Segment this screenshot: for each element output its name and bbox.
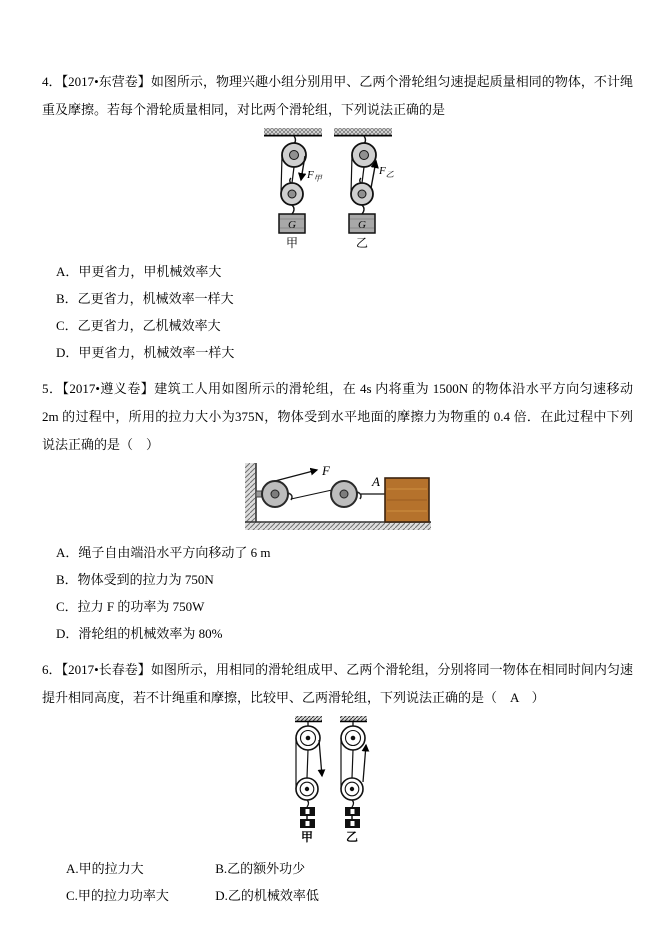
option-b: B．物体受到的拉力为 750N: [56, 572, 214, 587]
ceiling-left: [264, 128, 322, 135]
pulley-figure-q5: [245, 463, 431, 531]
options-row-1: [66, 855, 633, 882]
option-d: D．滑轮组的机械效率为 80%: [56, 626, 223, 641]
option-c: C.甲的拉力功率大: [66, 888, 169, 903]
ground: [245, 522, 431, 530]
caption-jia: 甲: [300, 830, 313, 844]
hook: [307, 800, 309, 807]
caption-yi: 乙: [355, 236, 368, 250]
option-d: D.乙的机械效率低: [215, 888, 319, 903]
question-6-options: [66, 855, 633, 909]
question-4-stem: [42, 68, 633, 124]
question-6-stem: [42, 656, 633, 712]
pulley-system-jia: [264, 128, 323, 250]
force-label-jia: $F_甲$: [306, 169, 322, 183]
weight-label-jia: G: [287, 219, 296, 231]
weight-label-yi: G: [357, 219, 366, 231]
ceiling-right: [340, 716, 367, 721]
pulley-figure-q6: [280, 714, 396, 844]
question-5-text: 建筑工人用如图所示的滑轮组，在 4s 内将重为 1500N 的物体沿水平方向匀速移动 2m 的过程中，所用的拉力大小为375N，物体受到水平地面的摩擦力为物重的 0.4 倍．在此过程中下列说法正确的是（ ）: [42, 381, 633, 452]
option-c: C．乙更省力，乙机械效率大: [56, 318, 221, 333]
hook: [292, 205, 294, 214]
pulley-system-yi: [340, 716, 367, 844]
question-4-prefix: 4．【2017•东营卷】: [42, 74, 151, 89]
point-label: A: [371, 474, 380, 489]
question-5-prefix: 5．【2017•遵义卷】: [42, 381, 155, 396]
question-6-prefix: 6．【2017•长春卷】: [42, 662, 151, 677]
ceiling-left: [295, 716, 322, 721]
hook: [352, 800, 354, 807]
rope: [292, 167, 294, 183]
question-5: [42, 375, 633, 647]
options-row-2: [66, 882, 633, 909]
pulley-system-jia: [295, 716, 322, 844]
caption-yi: 乙: [345, 830, 358, 844]
hook: [362, 205, 364, 214]
question-4-options: [56, 258, 633, 366]
question-4-text: 如图所示，物理兴趣小组分别用甲、乙两个滑轮组匀速提起质量相同的物体，不计绳重及摩擦。若每个滑轮质量相同，对比两个滑轮组，下列说法正确的是: [42, 74, 633, 117]
question-5-stem: [42, 375, 633, 459]
question-5-figure: [42, 463, 633, 536]
question-6: [42, 656, 633, 909]
rope: [362, 167, 364, 183]
rope: [307, 750, 308, 778]
rope: [291, 490, 332, 499]
option-a: A．绳子自由端沿水平方向移动了 6 m: [56, 545, 271, 560]
pull-rope: [275, 470, 317, 481]
option-a: A.甲的拉力大: [66, 861, 144, 876]
option-a: A．甲更省力，甲机械效率大: [56, 264, 222, 279]
ceiling-right: [334, 128, 392, 135]
force-label: F: [321, 463, 330, 478]
pull-rope-down: [319, 740, 322, 776]
option-c: C．拉力 F 的功率为 750W: [56, 599, 205, 614]
question-6-text: 如图所示，用相同的滑轮组成甲、乙两个滑轮组，分别将同一物体在相同时间内匀速提升相同高度，若不计绳重和摩擦，比较甲、乙两滑轮组，下列说法正确的是（ A ）: [42, 662, 633, 705]
question-5-options: [56, 539, 633, 647]
option-d: D．甲更省力，机械效率一样大: [56, 345, 235, 360]
question-4: [42, 68, 633, 366]
force-label-yi: $F_乙$: [378, 165, 394, 179]
option-b: B．乙更省力，机械效率一样大: [56, 291, 234, 306]
caption-jia: 甲: [285, 236, 298, 250]
question-6-figure: [42, 714, 633, 849]
rope: [352, 750, 353, 778]
question-4-figure: [42, 126, 633, 255]
pull-rope-up: [363, 745, 366, 782]
pulley-figure-q4: [258, 126, 418, 250]
pulley-system-yi: [334, 128, 394, 250]
option-b: B.乙的额外功少: [215, 861, 306, 876]
wall: [245, 463, 256, 522]
